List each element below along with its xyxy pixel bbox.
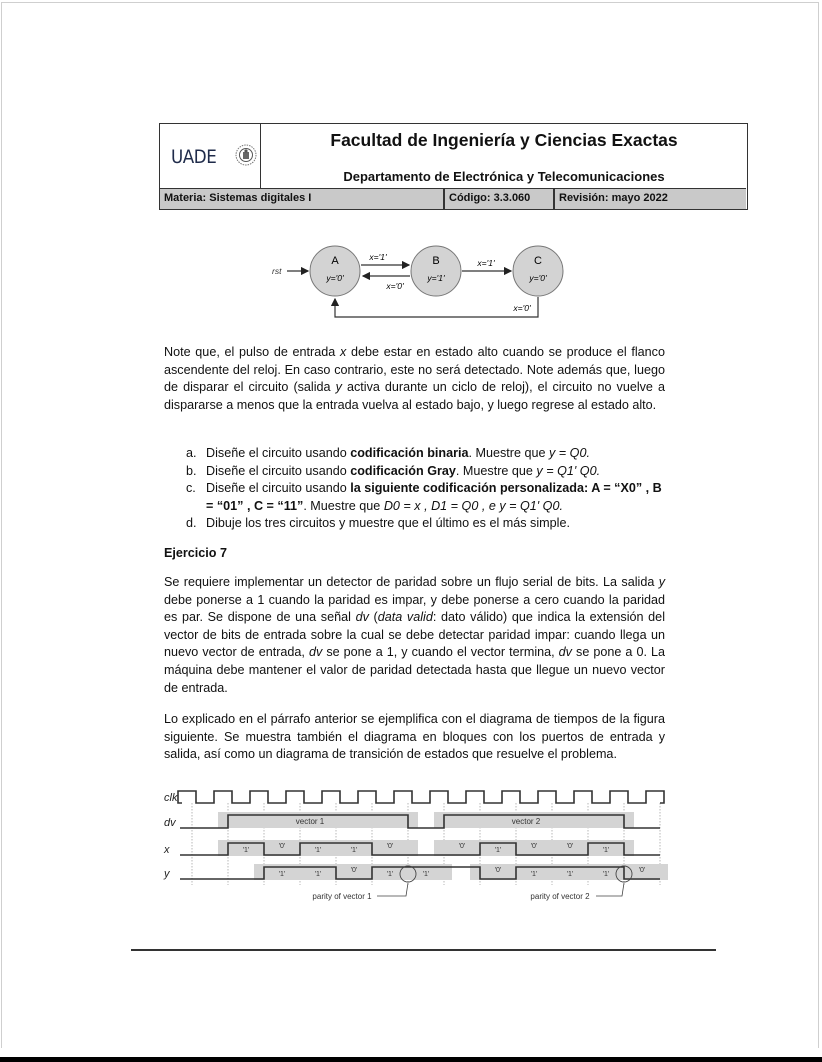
code-label: Código: 3.3.060 xyxy=(449,192,531,204)
clk-waveform xyxy=(178,791,664,803)
state-b xyxy=(411,246,461,296)
y-bit-label: '0' xyxy=(350,867,358,874)
text-run: ( xyxy=(368,610,378,625)
x-bit-label: '1' xyxy=(242,847,250,854)
divider xyxy=(443,189,445,209)
x-bit-label: '0' xyxy=(458,843,466,850)
signal-label-y: y xyxy=(164,868,170,880)
bottom-bar xyxy=(0,1057,822,1062)
state-c xyxy=(513,246,563,296)
subject-label: Materia: Sistemas digitales I xyxy=(164,192,312,204)
bold-run: la siguiente codificación personalizada: A = “X0” , B = “01” , C = “11” xyxy=(206,481,662,513)
document-header xyxy=(159,123,748,210)
department-title: Departamento de Electrónica y Telecomunicaciones xyxy=(343,169,665,184)
x-bit-label: '0' xyxy=(566,843,574,850)
x-bit-label: '0' xyxy=(386,843,394,850)
faculty-title: Facultad de Ingeniería y Ciencias Exactas xyxy=(330,130,678,150)
text-run: se pone a 1, y cuando el vector termina, xyxy=(322,645,559,660)
text-run: Dibuje los tres circuitos y muestre que el último es el más simple. xyxy=(206,516,570,531)
exercise-paragraph-2: Lo explicado en el párrafo anterior se ejemplifica con el diagrama de tiempos de la figura siguiente. Se muestra también el diagrama en bloques con los puertos de entrada y salida, así como un diagrama de transición de estados que resuelve el problema. xyxy=(164,712,665,762)
text-run: : dato válido) que indica la extensión del vector de bits de entrada sobre la cual se debe detectar paridad impar: cuando llega un nuevo vector de entrada, xyxy=(164,610,665,660)
vector2-label: vector 2 xyxy=(511,817,541,826)
state-a-output: y='0' xyxy=(326,273,344,283)
signal-label-clk: clk xyxy=(164,792,178,804)
list-item xyxy=(186,480,666,515)
var-dv: dv xyxy=(355,610,369,625)
text-run: se pone a 0. La máquina debe mantener el valor de paridad detectada hasta que llegue un nuevo vector de entrada. xyxy=(164,645,665,695)
transition-a-b-label: x='1' xyxy=(369,252,387,262)
var-dv: dv xyxy=(308,645,323,660)
x-bit-label: '1' xyxy=(350,847,358,854)
text-run: Diseñe el circuito usando xyxy=(206,481,351,496)
state-c-output: y='0' xyxy=(529,273,547,283)
y-bit-label: '1' xyxy=(278,871,286,878)
transition-b-a-label: x='0' xyxy=(386,281,404,291)
text-run: debe ponerse a 1 cuando la paridad es impar, y debe ponerse a cero cuando la paridad es par. Se dispone de una señal xyxy=(164,592,665,625)
bold-run: codificación binaria xyxy=(350,446,469,460)
footer-divider xyxy=(131,949,716,951)
timing-diagram xyxy=(160,785,670,910)
x-bit-label: '1' xyxy=(314,847,322,854)
logo-cell xyxy=(160,124,261,188)
x-bit-label: '1' xyxy=(494,847,502,854)
state-a xyxy=(310,246,360,296)
var-y: y xyxy=(658,575,665,589)
reset-label: rst xyxy=(272,266,282,276)
text-run: Se requiere implementar un detector de paridad sobre un flujo serial de bits. La salida xyxy=(164,575,659,589)
state-b-name: B xyxy=(432,255,440,267)
y-bit-label: '1' xyxy=(422,871,430,878)
var-y: y xyxy=(335,380,342,395)
exercise-heading: Ejercicio 7 xyxy=(164,546,228,560)
text-run: Diseñe el circuito usando xyxy=(206,463,351,478)
text-run: Diseñe el circuito usando xyxy=(206,446,351,460)
signal-label-x: x xyxy=(164,844,170,856)
uade-logo: UADE xyxy=(171,146,217,168)
task-list xyxy=(186,445,666,533)
list-marker: d. xyxy=(186,516,197,531)
vector1-label: vector 1 xyxy=(295,817,325,826)
bold-run: codificación Gray xyxy=(350,463,456,478)
list-item xyxy=(186,445,666,463)
y-bit-label: '1' xyxy=(386,871,394,878)
x-bit-label: '0' xyxy=(530,843,538,850)
state-b-output: y='1' xyxy=(427,273,445,283)
list-item xyxy=(186,463,666,481)
parity2-pointer xyxy=(596,883,624,896)
var-x: x xyxy=(339,345,347,359)
y-bit-label: '0' xyxy=(494,867,502,874)
y-bit-label: '1' xyxy=(602,871,610,878)
transition-c-a xyxy=(335,297,538,317)
exercise-paragraph-1 xyxy=(164,574,665,697)
revision-label: Revisión: mayo 2022 xyxy=(559,192,668,204)
note-paragraph xyxy=(164,344,665,414)
divider xyxy=(553,189,555,209)
state-a-name: A xyxy=(331,255,339,267)
y-bit-label: '1' xyxy=(530,871,538,878)
formula: y = Q0. xyxy=(549,446,590,460)
x-bit-label: '1' xyxy=(602,847,610,854)
university-seal-icon xyxy=(235,144,257,166)
y-bit-label: '1' xyxy=(566,871,574,878)
list-marker: a. xyxy=(186,446,197,460)
text-run: . Muestre que xyxy=(303,498,384,513)
parity2-label: parity of vector 2 xyxy=(530,892,590,901)
text-run: Note que, el pulso de entrada xyxy=(164,345,340,359)
signal-label-dv: dv xyxy=(164,817,176,829)
list-marker: b. xyxy=(186,463,197,478)
formula: D0 = x , D1 = Q0 , e y = Q1' Q0. xyxy=(383,498,563,513)
transition-c-a-label: x='0' xyxy=(513,303,531,313)
parity1-pointer xyxy=(377,883,408,896)
header-info-row xyxy=(160,188,746,209)
var-dv-full: data valid xyxy=(377,610,433,625)
x-bit-label: '0' xyxy=(278,843,286,850)
formula: y = Q1' Q0. xyxy=(536,463,601,478)
state-diagram xyxy=(270,236,580,331)
y-bit-label: '1' xyxy=(314,871,322,878)
var-dv: dv xyxy=(558,645,572,660)
state-c-name: C xyxy=(534,255,542,267)
list-item xyxy=(186,515,666,533)
text-run: . Muestre que xyxy=(455,463,537,478)
list-marker: c. xyxy=(186,481,196,496)
text-run: activa durante un ciclo de reloj), el circuito no vuelve a dispararse a menos que la entrada vuelva al estado bajo, y luego regrese al estado alto. xyxy=(164,380,665,412)
text-run: debe estar en estado alto cuando se produce el flanco ascendente del reloj. En caso contrario, este no será detectado. Note además que, luego de disparar el circuito (salida xyxy=(164,345,665,395)
y-bit-label: '0' xyxy=(638,867,646,874)
text-run: . Muestre que xyxy=(468,446,550,460)
transition-b-c-label: x='1' xyxy=(477,258,495,268)
parity1-label: parity of vector 1 xyxy=(312,892,372,901)
